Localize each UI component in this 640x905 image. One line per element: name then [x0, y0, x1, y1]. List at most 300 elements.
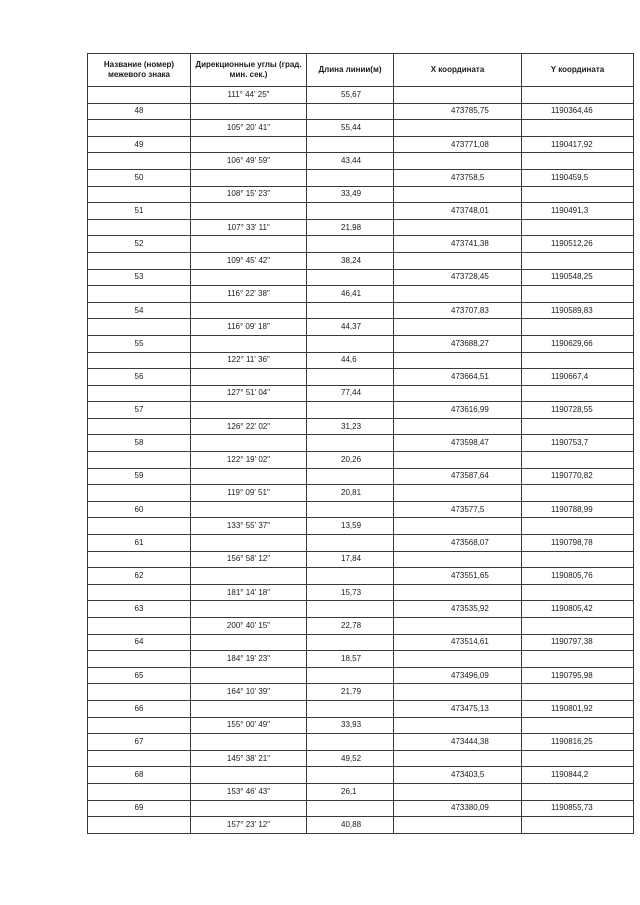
cell-y — [522, 186, 634, 203]
cell-length — [307, 800, 394, 817]
cell-y — [522, 518, 634, 535]
cell-name — [88, 385, 191, 402]
cell-angle — [191, 269, 307, 286]
table-row — [88, 219, 634, 236]
cell-angle — [191, 236, 307, 253]
table-row — [88, 684, 634, 701]
cell-length-text: 49,52 — [341, 753, 362, 763]
table-row — [88, 584, 634, 601]
cell-name-text: 68 — [134, 770, 144, 780]
cell-name — [88, 435, 191, 452]
cell-y — [522, 402, 634, 419]
cell-y — [522, 468, 634, 485]
cell-angle — [191, 800, 307, 817]
cell-name — [88, 169, 191, 186]
cell-angle-text: 200° 40' 15" — [226, 620, 271, 630]
cell-x — [394, 667, 522, 684]
cell-angle — [191, 452, 307, 469]
cell-x — [394, 651, 522, 668]
cell-name — [88, 186, 191, 203]
cell-name-text: 63 — [134, 604, 144, 614]
cell-x-text: 473496,09 — [451, 670, 489, 680]
table-row — [88, 750, 634, 767]
cell-x-text: 473728,45 — [451, 272, 489, 282]
cell-name — [88, 335, 191, 352]
cell-y — [522, 252, 634, 269]
cell-y-text: 1190589,83 — [551, 305, 593, 315]
cell-angle — [191, 186, 307, 203]
cell-y — [522, 435, 634, 452]
cell-name-text: 53 — [134, 272, 144, 282]
cell-angle — [191, 468, 307, 485]
cell-x — [394, 369, 522, 386]
cell-length — [307, 601, 394, 618]
cell-angle-text: 145° 38' 21" — [226, 753, 271, 763]
cell-y — [522, 734, 634, 751]
cell-name — [88, 584, 191, 601]
cell-x — [394, 352, 522, 369]
cell-name — [88, 485, 191, 502]
cell-length — [307, 750, 394, 767]
cell-name — [88, 634, 191, 651]
cell-angle — [191, 153, 307, 170]
cell-angle — [191, 385, 307, 402]
cell-length-text: 44,37 — [341, 322, 362, 332]
cell-angle — [191, 750, 307, 767]
cell-x-text: 473758,5 — [451, 172, 485, 182]
cell-length — [307, 136, 394, 153]
cell-x — [394, 700, 522, 717]
cell-name — [88, 651, 191, 668]
cell-angle — [191, 601, 307, 618]
cell-length — [307, 352, 394, 369]
cell-length-text: 33,93 — [341, 720, 362, 730]
cell-x — [394, 717, 522, 734]
cell-angle — [191, 700, 307, 717]
cell-length — [307, 452, 394, 469]
cell-name — [88, 750, 191, 767]
cell-angle — [191, 402, 307, 419]
cell-angle-text: 109° 45' 42" — [226, 255, 271, 265]
cell-length — [307, 817, 394, 834]
table-row — [88, 452, 634, 469]
cell-angle-text: 119° 09' 51" — [227, 488, 270, 498]
cell-x — [394, 203, 522, 220]
table-row — [88, 169, 634, 186]
table-row — [88, 767, 634, 784]
cell-length — [307, 87, 394, 104]
cell-y — [522, 103, 634, 120]
cell-angle — [191, 568, 307, 585]
cell-y — [522, 236, 634, 253]
cell-y — [522, 120, 634, 137]
cell-length-text: 55,44 — [341, 122, 362, 132]
cell-length-text: 46,41 — [341, 288, 362, 298]
table-row — [88, 87, 634, 104]
cell-length — [307, 584, 394, 601]
cell-length-text: 55,67 — [341, 89, 362, 99]
cell-angle — [191, 734, 307, 751]
cell-name — [88, 700, 191, 717]
table-row — [88, 501, 634, 518]
cell-x-text: 473380,09 — [451, 803, 489, 813]
table-row — [88, 319, 634, 336]
cell-y-text: 1190855,73 — [551, 803, 593, 813]
table-row — [88, 651, 634, 668]
cell-y — [522, 651, 634, 668]
cell-x — [394, 584, 522, 601]
cell-length — [307, 236, 394, 253]
cell-length — [307, 734, 394, 751]
cell-y — [522, 551, 634, 568]
cell-length — [307, 618, 394, 635]
cell-y — [522, 684, 634, 701]
cell-length — [307, 369, 394, 386]
cell-y — [522, 369, 634, 386]
cell-x — [394, 817, 522, 834]
cell-y — [522, 800, 634, 817]
cell-length-text: 21,79 — [341, 687, 362, 697]
cell-x — [394, 286, 522, 303]
cell-length — [307, 103, 394, 120]
cell-y — [522, 667, 634, 684]
cell-name — [88, 103, 191, 120]
cell-y-text: 1190491,3 — [551, 205, 589, 215]
cell-x — [394, 750, 522, 767]
table-row — [88, 286, 634, 303]
cell-x — [394, 385, 522, 402]
cell-x-text: 473475,13 — [451, 703, 489, 713]
cell-length — [307, 651, 394, 668]
table-row — [88, 700, 634, 717]
table-row — [88, 717, 634, 734]
cell-y-text: 1190805,76 — [551, 571, 593, 581]
cell-x-text: 473707,83 — [451, 305, 489, 315]
cell-y — [522, 302, 634, 319]
cell-y-text: 1190629,66 — [551, 338, 593, 348]
cell-length-text: 43,44 — [341, 156, 362, 166]
cell-name-text: 66 — [134, 703, 144, 713]
cell-angle-text: 107° 33' 11" — [227, 222, 270, 232]
cell-name — [88, 352, 191, 369]
cell-length — [307, 518, 394, 535]
cell-name-text: 65 — [134, 670, 144, 680]
cell-length-text: 38,24 — [341, 255, 362, 265]
cell-angle-text: 111° 44' 25" — [227, 89, 270, 99]
cell-angle — [191, 767, 307, 784]
cell-angle — [191, 103, 307, 120]
table-row — [88, 485, 634, 502]
cell-x-text: 473587,64 — [451, 471, 489, 481]
table-row — [88, 153, 634, 170]
cell-length-text: 20,26 — [341, 454, 362, 464]
cell-y — [522, 783, 634, 800]
cell-name-text: 62 — [134, 571, 144, 581]
cell-angle — [191, 136, 307, 153]
cell-name — [88, 153, 191, 170]
cell-y-text: 1190753,7 — [551, 438, 589, 448]
table-row — [88, 103, 634, 120]
cell-angle-text: 116° 22' 38" — [227, 288, 270, 298]
header-y: Y координата — [522, 54, 634, 87]
cell-angle — [191, 302, 307, 319]
cell-x-text: 473598,47 — [451, 438, 489, 448]
cell-length — [307, 667, 394, 684]
cell-name-text: 49 — [134, 139, 144, 149]
cell-angle — [191, 169, 307, 186]
cell-name — [88, 252, 191, 269]
cell-name — [88, 286, 191, 303]
cell-angle — [191, 535, 307, 552]
cell-length — [307, 435, 394, 452]
cell-y — [522, 203, 634, 220]
table-row — [88, 618, 634, 635]
cell-x — [394, 734, 522, 751]
cell-angle — [191, 651, 307, 668]
cell-name — [88, 402, 191, 419]
cell-x — [394, 402, 522, 419]
cell-x — [394, 783, 522, 800]
cell-length-text: 44,6 — [341, 355, 357, 365]
cell-length — [307, 568, 394, 585]
cell-length-text: 26,1 — [341, 786, 357, 796]
cell-name — [88, 120, 191, 137]
cell-length-text: 77,44 — [341, 388, 362, 398]
cell-length — [307, 402, 394, 419]
cell-y-text: 1190364,46 — [551, 106, 593, 116]
table-row — [88, 136, 634, 153]
cell-y-text: 1190788,99 — [551, 504, 593, 514]
cell-y — [522, 335, 634, 352]
cell-angle-text: 153° 46' 43" — [226, 786, 271, 796]
cell-name — [88, 601, 191, 618]
cell-y — [522, 385, 634, 402]
cell-angle-text: 157° 23' 12" — [226, 819, 271, 829]
cell-y-text: 1190844,2 — [551, 770, 589, 780]
cell-name — [88, 667, 191, 684]
cell-name — [88, 203, 191, 220]
cell-length-text: 20,81 — [341, 488, 362, 498]
table-row — [88, 734, 634, 751]
cell-y — [522, 700, 634, 717]
cell-x — [394, 518, 522, 535]
cell-name-text: 57 — [134, 405, 144, 415]
cell-y-text: 1190795,98 — [551, 670, 593, 680]
cell-name-text: 59 — [134, 471, 144, 481]
cell-y — [522, 767, 634, 784]
cell-angle-text: 127° 51' 04" — [226, 388, 271, 398]
cell-x-text: 473664,51 — [451, 371, 489, 381]
cell-angle — [191, 518, 307, 535]
coordinates-table — [87, 53, 634, 834]
cell-y — [522, 601, 634, 618]
cell-name — [88, 87, 191, 104]
cell-x — [394, 551, 522, 568]
cell-length — [307, 684, 394, 701]
cell-name-text: 58 — [134, 438, 144, 448]
cell-angle — [191, 634, 307, 651]
cell-angle-text: 181° 14' 18" — [226, 587, 271, 597]
cell-name-text: 56 — [134, 371, 144, 381]
table-row — [88, 535, 634, 552]
table-row — [88, 302, 634, 319]
cell-name-text: 55 — [134, 338, 144, 348]
cell-y-text: 1190512,26 — [551, 239, 593, 249]
cell-name — [88, 618, 191, 635]
cell-y — [522, 418, 634, 435]
cell-length — [307, 783, 394, 800]
cell-name-text: 69 — [134, 803, 144, 813]
cell-length — [307, 767, 394, 784]
cell-name — [88, 717, 191, 734]
cell-y-text: 1190459,5 — [551, 172, 589, 182]
cell-y — [522, 584, 634, 601]
cell-name-text: 50 — [134, 172, 144, 182]
cell-x — [394, 767, 522, 784]
cell-angle — [191, 618, 307, 635]
cell-name — [88, 418, 191, 435]
cell-length — [307, 535, 394, 552]
cell-x — [394, 684, 522, 701]
cell-x-text: 473444,38 — [451, 736, 489, 746]
cell-angle — [191, 369, 307, 386]
cell-length-text: 31,23 — [341, 421, 362, 431]
cell-x — [394, 335, 522, 352]
cell-y — [522, 717, 634, 734]
cell-name-text: 51 — [134, 205, 144, 215]
cell-name — [88, 501, 191, 518]
cell-name-text: 61 — [134, 537, 144, 547]
cell-x-text: 473577,5 — [451, 504, 485, 514]
cell-angle — [191, 551, 307, 568]
table-row — [88, 402, 634, 419]
cell-name — [88, 468, 191, 485]
cell-length — [307, 219, 394, 236]
table-row — [88, 252, 634, 269]
cell-y — [522, 319, 634, 336]
table-row — [88, 203, 634, 220]
table-row — [88, 352, 634, 369]
cell-length — [307, 286, 394, 303]
cell-x — [394, 236, 522, 253]
cell-name — [88, 236, 191, 253]
cell-x — [394, 252, 522, 269]
cell-name — [88, 302, 191, 319]
table-row — [88, 186, 634, 203]
table-row — [88, 551, 634, 568]
cell-name-text: 60 — [134, 504, 144, 514]
cell-y-text: 1190770,82 — [551, 471, 593, 481]
table-row — [88, 335, 634, 352]
cell-name — [88, 319, 191, 336]
cell-name — [88, 452, 191, 469]
table-row — [88, 269, 634, 286]
cell-length — [307, 269, 394, 286]
cell-x-text: 473403,5 — [451, 770, 485, 780]
cell-length — [307, 252, 394, 269]
cell-y-text: 1190417,92 — [551, 139, 593, 149]
cell-angle — [191, 203, 307, 220]
table-header-row — [88, 54, 634, 87]
cell-y — [522, 352, 634, 369]
table-row — [88, 369, 634, 386]
cell-angle — [191, 783, 307, 800]
cell-y — [522, 153, 634, 170]
cell-angle — [191, 667, 307, 684]
table-row — [88, 385, 634, 402]
cell-x — [394, 535, 522, 552]
table-row — [88, 435, 634, 452]
cell-length — [307, 186, 394, 203]
cell-length — [307, 169, 394, 186]
cell-x — [394, 169, 522, 186]
cell-length — [307, 700, 394, 717]
cell-angle — [191, 352, 307, 369]
cell-x — [394, 103, 522, 120]
table-row — [88, 418, 634, 435]
cell-x-text: 473688,27 — [451, 338, 489, 348]
cell-angle — [191, 335, 307, 352]
cell-length — [307, 153, 394, 170]
table-row — [88, 800, 634, 817]
cell-x — [394, 618, 522, 635]
header-angle: Дирекционные углы (град. мин. сек.) — [191, 54, 307, 87]
table-row — [88, 568, 634, 585]
cell-x-text: 473748,01 — [451, 205, 489, 215]
cell-y — [522, 817, 634, 834]
cell-x-text: 473551,65 — [451, 571, 489, 581]
cell-angle — [191, 817, 307, 834]
cell-angle — [191, 717, 307, 734]
cell-length — [307, 302, 394, 319]
cell-y — [522, 269, 634, 286]
cell-x — [394, 800, 522, 817]
cell-x — [394, 485, 522, 502]
cell-angle-text: 116° 09' 18" — [227, 322, 270, 332]
cell-length-text: 22,78 — [341, 620, 362, 630]
cell-name — [88, 783, 191, 800]
table-row — [88, 236, 634, 253]
table-row — [88, 518, 634, 535]
cell-angle-text: 122° 19' 02" — [226, 454, 271, 464]
cell-y-text: 1190801,92 — [551, 703, 593, 713]
cell-name-text: 48 — [134, 106, 144, 116]
cell-y — [522, 87, 634, 104]
cell-x-text: 473514,61 — [451, 637, 489, 647]
cell-x — [394, 186, 522, 203]
cell-angle-text: 106° 49' 59" — [226, 156, 271, 166]
header-length: Длина линии(м) — [307, 54, 394, 87]
cell-length — [307, 551, 394, 568]
cell-length — [307, 319, 394, 336]
cell-length — [307, 385, 394, 402]
cell-name — [88, 369, 191, 386]
cell-x — [394, 468, 522, 485]
cell-length-text: 17,84 — [341, 554, 362, 564]
cell-x — [394, 568, 522, 585]
cell-angle-text: 164° 10' 39" — [226, 687, 271, 697]
cell-angle — [191, 485, 307, 502]
table-row — [88, 601, 634, 618]
cell-length-text: 13,59 — [341, 521, 362, 531]
cell-angle — [191, 319, 307, 336]
cell-length — [307, 468, 394, 485]
table-row — [88, 783, 634, 800]
cell-x — [394, 634, 522, 651]
cell-angle-text: 156° 58' 12" — [226, 554, 271, 564]
table-row — [88, 817, 634, 834]
cell-angle-text: 105° 20' 41" — [226, 122, 271, 132]
